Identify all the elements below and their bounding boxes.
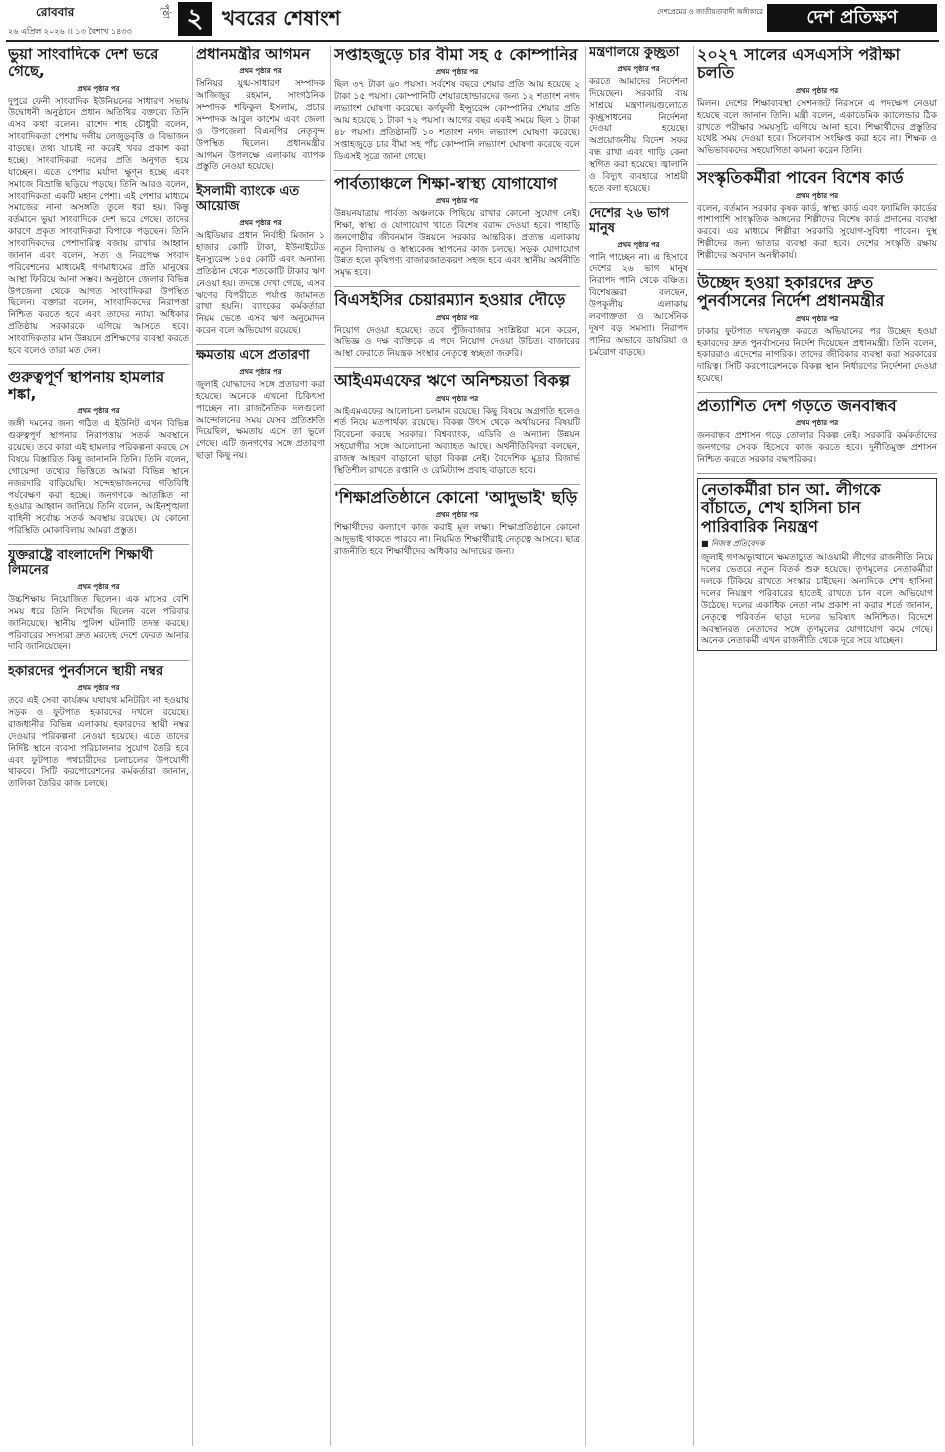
article-headline[interactable]: দেশের ২৬ ভাগ মানুষ [589,205,670,236]
article [334,489,580,559]
column-3 [334,46,580,1446]
article-headline[interactable]: ভুয়া সাংবাদিকে দেশ ভরে গেছে, [8,46,159,81]
article [334,291,580,361]
article [196,185,325,338]
article-body: জুলাই যোদ্ধাদের সঙ্গে প্রতারণা করা হয়েছে। অনেকে এখনো চিকিৎসা পাচ্ছেন না। রাজনৈতিক দলগুলো আন্দোলনের সময় যেসব প্রতিশ্রুতি দিয়েছিল, ক্ষমতায় এসে তা ভুলে গেছে। এটি জনগণের সঙ্গে প্রতারণা ছাড়া কিছু নয়। [196,379,325,462]
continued-label: প্রথম পৃষ্ঠার পর [795,191,839,200]
article-headline[interactable]: ২০২৭ সালের এসএসসি পরীক্ষা চলতি [697,46,901,83]
continued-label: প্রথম পৃষ্ঠার পর [795,86,839,95]
article-body: উন্নয়নযাত্রায় পার্বত্য অঞ্চলকে পিছিয়ে রাখার কোনো সুযোগ নেই। শিক্ষা, স্বাস্থ্য ও যোগাযোগ খাতে বিশেষ বরাদ্দ দেওয়া হবে। পাহাড়ি জনগোষ্ঠীর জীবনমান উন্নয়নে সরকার আন্তরিক। প্রত্যন্ত এলাকায় নতুন বিদ্যালয় ও স্বাস্থ্যকেন্দ্র স্থাপনের কাজ চলছে। সড়ক যোগাযোগ উন্নত হলে কৃষিপণ্য বাজারজাতকরণ সহজ হবে এবং স্থানীয় অর্থনীতি সমৃদ্ধ হবে। [334,208,580,279]
day-label: রোববার [36,5,75,19]
article-body: দুপুরে ফেনী সাংবাদিক ইউনিয়নের সাধারণ সভায় উদ্বোধনী অনুষ্ঠানে প্রধান অতিথির বক্তব্যে তিনি এসব কথা বলেন। রাশেদ শাহ চৌধুরী বলেন, সাংবাদিকতা পেশায় দলীয় লেজুড়বৃত্তি ও বিভাজন বাড়ছে। তথ্য যাচাই না করেই খবর প্রকাশ করা হচ্ছে। সাংবাদিকরা দলের প্রতি অনুগত হয়ে যাচ্ছেন। এতে পেশার মর্যাদা ক্ষুণ্ন হচ্ছে এবং সমাজে বিভ্রান্তি ছড়িয়ে পড়ছে। তিনি আরও বলেন, সাংবাদিকতা একটি মহান পেশা। এই পেশার মাধ্যমে সমাজের নানা অসঙ্গতি তুলে ধরা হয়। কিন্তু বর্তমানে ভুয়া সাংবাদিকে দেশ ভরে গেছে। তাদের কারণে প্রকৃত সাংবাদিকরা বিপাকে পড়ছেন। তিনি সাংবাদিকদের পেশাদারিত্ব বজায় রাখার আহ্বান জানান এবং বলেন, সত্য ও নিরপেক্ষ সংবাদ পরিবেশনের মাধ্যমেই গণমাধ্যমের প্রতি মানুষের আস্থা ফিরিয়ে আনা সম্ভব। অনুষ্ঠানে জেলার বিভিন্ন উপজেলা থেকে আগত সাংবাদিকরা উপস্থিত ছিলেন। বক্তারা বলেন, সাংবাদিকদের নিরাপত্তা নিশ্চিত করতে হবে এবং তাদের ন্যায্য অধিকার প্রতিষ্ঠায় সরকারকে এগিয়ে আসতে হবে। সাংবাদিকতার মান উন্নয়নে প্রশিক্ষণের ব্যবস্থা করতে হবে বলেও তারা মত দেন। [8,96,189,356]
article-headline[interactable]: ইসলামী ব্যাংকে এত আয়োজ [196,184,300,215]
continued-label: প্রথম পৃষ্ঠার পর [617,64,660,73]
divider [8,364,189,365]
article-body: আইএমএফের আলোচনা চলমান রয়েছে। কিছু বিষয়ে অগ্রগতি হলেও শর্ত নিয়ে মতপার্থক্য রয়েছে। বিকল্প উৎস থেকে অর্থায়নের বিষয়টি বিবেচনা করছে সরকার। বিশ্বব্যাংক, এডিবি ও অন্যান্য উন্নয়ন সহযোগীর সঙ্গে আলোচনা অব্যাহত আছে। অর্থনীতিবিদরা বলছেন, রাজস্ব আহরণ বাড়ানো ছাড়া বিকল্প নেই। বৈদেশিক মুদ্রার রিজার্ভ স্থিতিশীল রাখতে রপ্তানি ও রেমিট্যান্স প্রবাহ বাড়াতে হবে। [334,406,580,476]
divider [334,367,580,368]
continued-label: প্রথম পৃষ্ঠার পর [795,419,839,428]
article-headline[interactable]: প্রত্যাশিত দেশ গড়তে জনবান্ধব [697,396,897,416]
article-headline[interactable]: 'শিক্ষাপ্রতিষ্ঠানে কোনো 'আদুভাই' ছড়ি [334,487,578,507]
page-number: ২ [178,2,212,36]
divider [196,180,325,181]
article-body: আইডিয়ার প্রধান নির্বাহী মিজান ১ হাজার কোটি টাকা, ইউনাইটেড ইনস্যুরেন্স ১৪৫ কোটি এবং অন্যান্য প্রতিষ্ঠান থেকে শতকোটি টাকার ঋণ নেওয়া হয়। তদন্তে দেখা গেছে, এসব ঋণের বিপরীতে পর্যাপ্ত জামানত রাখা হয়নি। ব্যাংকের কর্মকর্তারা নিয়ম ভেঙে এসব ঋণ অনুমোদন করেন বলে অভিযোগ রয়েছে। [196,231,325,337]
continued-label: প্রথম পৃষ্ঠার পর [77,684,120,693]
article-body: নিয়োগ দেওয়া হয়েছে। তবে পুঁজিবাজার সংশ্লিষ্টরা মনে করেন, অভিজ্ঞ ও দক্ষ ব্যক্তিকে এ পদে নিয়োগ দেওয়া উচিত। বাজারের আস্থা ফেরাতে নিয়ন্ত্রক সংস্থার নেতৃত্বে স্বচ্ছতা জরুরি। [334,325,580,360]
column-1 [8,46,189,1446]
divider [8,544,189,545]
divider [697,392,937,393]
article-body: পানি পাচ্ছেন না। এ হিসাবে দেশের ২৬ ভাগ মানুষ নিরাপদ পানি থেকে বঞ্চিত। বিশেষজ্ঞরা বলছেন, উপকূলীয় এলাকায় লবণাক্ততা ও আর্সেনিক দূষণ বড় সমস্যা। নিরাপদ পানির অভাবে ডায়রিয়া ও চর্মরোগ বাড়ছে। [589,252,688,358]
article-body: বলেন, বর্তমান সরকার কৃষক কার্ড, স্বাস্থ্য কার্ড এবং ফ্যামিলি কার্ডের পাশাপাশি সাংস্কৃতিক অঙ্গনের শিল্পীদের বিশেষ কার্ড প্রদানের ব্যবস্থা করবে। এর মাধ্যমে শিল্পীরা সরকারি সুযোগ-সুবিধা পাবেন। দুস্থ শিল্পীদের জন্য ভাতার ব্যবস্থা করা হবে। দেশের সংস্কৃতি রক্ষায় শিল্পীদের অবদান অনস্বীকার্য। [697,203,937,262]
article-headline[interactable]: নেতাকর্মীরা চান আ. লীগকে বাঁচাতে, শেখ হাসিনা চান পারিবারিক নিয়ন্ত্রণ [701,480,881,536]
article-body: ঢাকার ফুটপাত দখলমুক্ত করতে অভিযানের পর উচ্ছেদ হওয়া হকারদের দ্রুত পুনর্বাসনের নির্দেশ দিয়েছেন প্রধানমন্ত্রী। তিনি বলেন, হকাররাও এদেশের নাগরিক। তাদের জীবিকার ব্যবস্থা করা সরকারের দায়িত্ব। সিটি করপোরেশনকে বিকল্প স্থান নির্ধারণের নির্দেশনা দেওয়া হয়েছে। [697,326,937,385]
article [589,46,688,196]
masthead [0,0,945,40]
article [697,46,937,158]
divider [8,660,189,661]
article-body: জঙ্গী দমনের জন্য গঠিত এ ইউনিট এখন বিভিন্ন গুরুত্বপূর্ণ স্থাপনার নিরাপত্তায় সতর্ক অবস্থানে রয়েছে। তবে কারা এই হামলার পরিকল্পনা করছে সে বিষয়ে বিস্তারিত কিছু জানাননি তিনি। তিনি বলেন, গোয়েন্দা তথ্যের ভিত্তিতে আমরা বিভিন্ন স্থানে নজরদারি বাড়িয়েছি। সন্দেহভাজনদের গতিবিধি পর্যবেক্ষণ করা হচ্ছে। জনগণকে আতঙ্কিত না হওয়ার আহ্বান জানিয়ে তিনি বলেন, আইনশৃঙ্খলা বাহিনী সর্বোচ্চ সতর্ক অবস্থায় রয়েছে। যে কোনো পরিস্থিতি মোকাবিলায় আমরা প্রস্তুত। [8,419,189,537]
article-headline[interactable]: হকারদের পুনর্বাসনে স্থায়ী নম্বর [8,664,164,680]
article-body: মিলন। দেশের শিক্ষাব্যবস্থা সেশনজট নিরসনে এ পদক্ষেপ নেওয়া হয়েছে বলে জানান তিনি। মন্ত্রী বলেন, একাডেমিক ক্যালেন্ডার ঠিক রাখতে পরীক্ষার সময়সূচি এগিয়ে আনা হবে। শিক্ষার্থীদের প্রস্তুতির যথেষ্ট সময় দেওয়া হবে। সিলেবাস সংক্ষিপ্ত করা হবে না। শিক্ষক ও অভিভাবকদের সহযোগিতা কামনা করেন তিনি। [697,98,937,157]
article-headline[interactable]: প্রধানমন্ত্রীর আগমন [196,46,311,63]
article-body: শিক্ষার্থীদের কল্যাণে কাজ করাই মূল লক্ষ্য। শিক্ষাপ্রতিষ্ঠানে কোনো আদুভাই থাকতে পারবে না। নিয়মিত শিক্ষার্থীরাই নেতৃত্বে আসবে। ছাত্র রাজনীতি হবে শিক্ষার্থীদের অধিকার আদায়ের জন্য। [334,523,580,557]
article [8,46,189,358]
article-body: উচ্চশিক্ষায় নিয়োজিত ছিলেন। এক মাসের বেশি সময় ধরে তিনি নিখোঁজ ছিলেন বলে পরিবার জানিয়েছে। স্থানীয় পুলিশ ঘটনাটি তদন্ত করছে। পরিবারের সদস্যরা দ্রুত মরদেহ দেশে ফেরত আনার দাবি জানিয়েছেন। [8,594,189,653]
divider [334,286,580,287]
article [334,372,580,478]
column-divider [330,46,331,1446]
article [196,46,325,174]
article-body: ছিল ৩৭ টাকা ৬০ পয়সা। সর্বশেষ বছরে শেয়ার প্রতি আয় হয়েছে ২ টাকা ১৫ পয়সা। কোম্পানিটি শেয়ারহোল্ডারদের জন্য ১২ শতাংশ নগদ লভ্যাংশ ঘোষণা করেছে। কর্ণফুলী ইন্স্যুরেন্স কোম্পানির শেয়ার প্রতি আয় হয়েছে ১ টাকা ৭২ পয়সা। আগের বছর একই সময়ে ছিল ১ টাকা ৪৮ পয়সা। প্রতিষ্ঠানটি ১০ শতাংশ নগদ লভ্যাংশ ঘোষণা করেছে। সপ্তাহজুড়ে চার বীমা সহ পাঁচ কোম্পানি লভ্যাংশ ঘোষণা করেছে বলে ডিএসই সূত্রে জানা গেছে। [334,80,580,162]
article-headline[interactable]: বিএসইসির চেয়ারম্যান হওয়ার দৌড়ে [334,290,566,310]
continued-label: প্রথম পৃষ্ঠার পর [77,84,120,93]
continued-label: প্রথম পৃষ্ঠার পর [239,367,282,376]
article-headline[interactable]: সপ্তাহজুড়ে চার বীমা সহ ৫ কোম্পানির [334,46,578,64]
divider [697,164,937,165]
article [697,397,937,467]
article [196,349,325,463]
divider [697,269,937,270]
tagline: দেশপ্রেমের ও জাতীয়তাবাদী অঙ্গীকারে [657,8,763,16]
continued-label: প্রথম পৃষ্ঠার পর [77,582,120,591]
column-divider [585,46,586,1446]
section-title: খবরের শেষাংশ [222,6,341,30]
continued-label: প্রথম পৃষ্ঠার পর [77,407,120,416]
article [8,665,189,791]
article-headline[interactable]: সংস্কৃতিকর্মীরা পাবেন বিশেষ কার্ড [697,168,904,188]
article [589,207,688,360]
article-body: জনবান্ধব প্রশাসন গড়ে তোলার বিকল্প নেই। সরকারি কর্মকর্তাদের জনগণের সেবক হিসেবে কাজ করতে হবে। দুর্নীতিমুক্ত প্রশাসন নিশ্চিত করতে সরকার বদ্ধপরিকর। [697,431,937,466]
column-4 [589,46,688,1446]
newspaper-logo: দেশ প্রতিক্ষণ [767,4,937,32]
continued-label: প্রথম পৃষ্ঠার পর [435,394,479,403]
article [334,46,580,164]
divider [589,202,688,203]
article-headline[interactable]: আইএমএফের ঋণে অনিশ্চয়তা বিকল্প [334,371,571,391]
continued-label: প্রথম পৃষ্ঠার পর [435,313,479,322]
article-headline[interactable]: গুরুত্বপূর্ণ স্থাপনায় হামলার শঙ্কা, [8,367,165,403]
article-body: জুলাই গণঅভ্যুত্থানে ক্ষমতাচ্যুত আওয়ামী লীগের রাজনীতি নিয়ে দলের ভেতরে নতুন বিতর্ক শুরু হয়েছে। তৃণমূলের নেতাকর্মীরা দলকে টিকিয়ে রাখতে সংস্কার চাইছেন। অন্যদিকে শেখ হাসিনা দলের নিয়ন্ত্রণ পরিবারের হাতেই রাখতে চান বলে অভিযোগ উঠেছে। দলের একাধিক নেতা নাম প্রকাশ না করার শর্তে জানান, নেতৃত্বে পরিবর্তন ছাড়া দলের ভবিষ্যৎ অনিশ্চিত। বিদেশে অবস্থানরত নেতাদের সঙ্গে তৃণমূলের যোগাযোগ কমে গেছে। অনেক নেতাকর্মী এখন রাজনীতি থেকে দূরে সরে যাচ্ছেন। [701,553,933,647]
article-headline[interactable]: যুক্তরাষ্ট্রে বাংলাদেশি শিক্ষার্থী লিমনের [8,548,153,578]
continued-label: প্রথম পৃষ্ঠার পর [435,68,479,77]
article-body: তবে এই সেবা কার্যক্রম যথাযথ মনিটরিং না হওয়ায় সড়ক ও ফুটপাত হকারদের দখলে রয়েছে। রাজধানীর বিভিন্ন এলাকায় হকারদের স্থায়ী নম্বর দেওয়ার পরিকল্পনা নেওয়া হয়েছে। এতে তাদের নির্দিষ্ট স্থানে ব্যবসা পরিচালনার সুযোগ তৈরি হবে এবং ফুটপাত পথচারীদের চলাচলের উপযোগী থাকবে। সিটি করপোরেশনের কর্মকর্তারা জানান, তালিকা তৈরির কাজ চলছে। [8,696,189,790]
column-2 [196,46,325,1446]
divider [196,344,325,345]
article-headline[interactable]: পার্বত্যাঞ্চলে শিক্ষা-স্বাস্থ্য যোগাযোগ [334,173,558,193]
divider [334,170,580,171]
date-label: ২৬ এপ্রিল ২০২৬ ।। ১৩ বৈশাখ ১৪৩৩ [8,27,132,36]
article [8,369,189,538]
article-body: সিনিয়র যুগ্ম-সাধারণ সম্পাদক আজিজুর রহমান, সাংগঠনিক সম্পাদক শফিকুল ইসলাম, প্রচার সম্পাদক আবুল কাশেম এবং জেলা ও উপজেলা বিএনপির নেতৃবৃন্দ উপস্থিত ছিলেন। প্রধানমন্ত্রীর আগমন উপলক্ষে এলাকায় ব্যাপক প্রস্তুতি নেওয়া হয়েছে। [196,79,325,173]
continued-label: প্রথম পৃষ্ঠার পর [617,240,660,249]
continued-label: প্রথম পৃষ্ঠার পর [239,219,282,228]
masthead-rule [6,40,939,42]
article-headline[interactable]: মন্ত্রণালয়ে কুচ্ছ্রতা [589,46,680,60]
article [697,478,937,651]
article [697,169,937,263]
article-body: করতে আমাদের নির্দেশনা দিয়েছেন। সরকারি ব্যয় সাশ্রয়ে মন্ত্রণালয়গুলোতে কৃচ্ছ্রসাধনের নির্দেশনা দেওয়া হয়েছে। অপ্রয়োজনীয় বিদেশ সফর বন্ধ রাখা এবং গাড়ি কেনা স্থগিত করা হয়েছে। জ্বালানি ও বিদ্যুৎ ব্যবহারে সাশ্রয়ী হতে বলা হয়েছে। [589,76,688,194]
article-headline[interactable]: উচ্ছেদ হওয়া হকারদের দ্রুত পুনর্বাসনের নির্দেশ প্রধানমন্ত্রীর [697,272,885,311]
article [334,175,580,281]
page-label: পৃষ্ঠা [160,4,170,19]
continued-label: প্রথম পৃষ্ঠার পর [435,196,479,205]
column-divider [192,46,193,1446]
divider [334,484,580,485]
continued-label: প্রথম পৃষ্ঠার পর [435,511,479,520]
column-5 [697,46,937,1446]
continued-label: প্রথম পৃষ্ঠার পর [795,314,839,323]
divider [697,473,937,474]
column-divider [693,46,694,1446]
continued-label: প্রথম পৃষ্ঠার পর [239,67,282,76]
article [8,549,189,654]
article-headline[interactable]: ক্ষমতায় এসে প্রতারণা [196,348,310,363]
article [697,274,937,386]
byline: ■ নিজস্ব প্রতিবেদক [701,539,765,549]
